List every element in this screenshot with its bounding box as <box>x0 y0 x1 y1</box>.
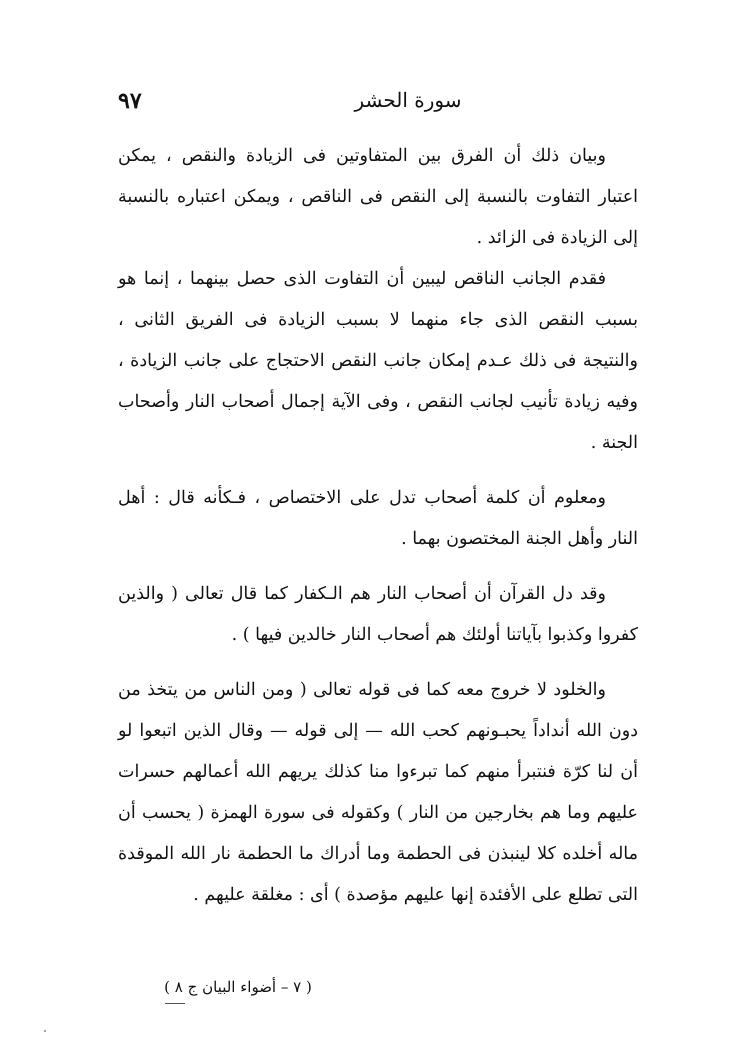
printer-signature: ( ٧ – أضواء البيان ج ٨ ) <box>164 978 312 996</box>
paragraph: وقد دل القرآن أن أصحاب النار هم الـكفار كما قال تعالى ( والذين كفروا وكذبوا بآياتنا أولئك هم أصحاب النار خالدين فيها ) . <box>118 584 638 645</box>
page-speck <box>44 1030 46 1032</box>
paragraph: فقدم الجانب الناقص ليبين أن التفاوت الذى حصل بينهما ، إنما هو بسبب النقص الذى جاء منهما لا بسبب الزيادة فى الفريق الثانى ، والنتيجة فى ذلك عـدم إمكان جانب النقص الاحتجاج على جانب الزيادة ، وفيه زيادة تأنيب لجانب النقص ، وفى الآية إجمال أصحاب النار وأصحاب الجنة . <box>118 269 638 453</box>
page-header <box>118 88 638 124</box>
page-body <box>118 136 638 916</box>
page-number: ٩٧ <box>118 88 142 114</box>
paragraph: وبيان ذلك أن الفرق بين المتفاوتين فى الزيادة والنقص ، يمكن اعتبار التفاوت بالنسبة إلى النقص فى الناقص ، ويمكن اعتباره بالنسبة إلى الزيادة فى الزائد . <box>118 146 638 248</box>
page-title: سورة الحشر <box>354 88 462 112</box>
signature-underline <box>165 1003 185 1004</box>
paragraph: ومعلوم أن كلمة أصحاب تدل على الاختصاص ، فـكأنه قال : أهل النار وأهل الجنة المختصون بهما . <box>118 488 638 549</box>
paragraph: والخلود لا خروج معه كما فى قوله تعالى ( ومن الناس من يتخذ من دون الله أنداداً يحبـونهم كحب الله — إلى قوله — وقال الذين اتبعوا لو أن لنا كرّة فنتبرأ منهم كما تبرءوا منا كذلك يريهم الله أعمالهم حسرات عليهم وما هم بخارجين من النار ) وكقوله فى سورة الهمزة ( يحسب أن ماله أخلده كلا لينبذن فى الحطمة وما أدراك ما الحطمة نار الله الموقدة التى تطلع على الأفئدة إنها عليهم مؤصدة ) أى : مغلقة عليهم . <box>118 680 638 905</box>
